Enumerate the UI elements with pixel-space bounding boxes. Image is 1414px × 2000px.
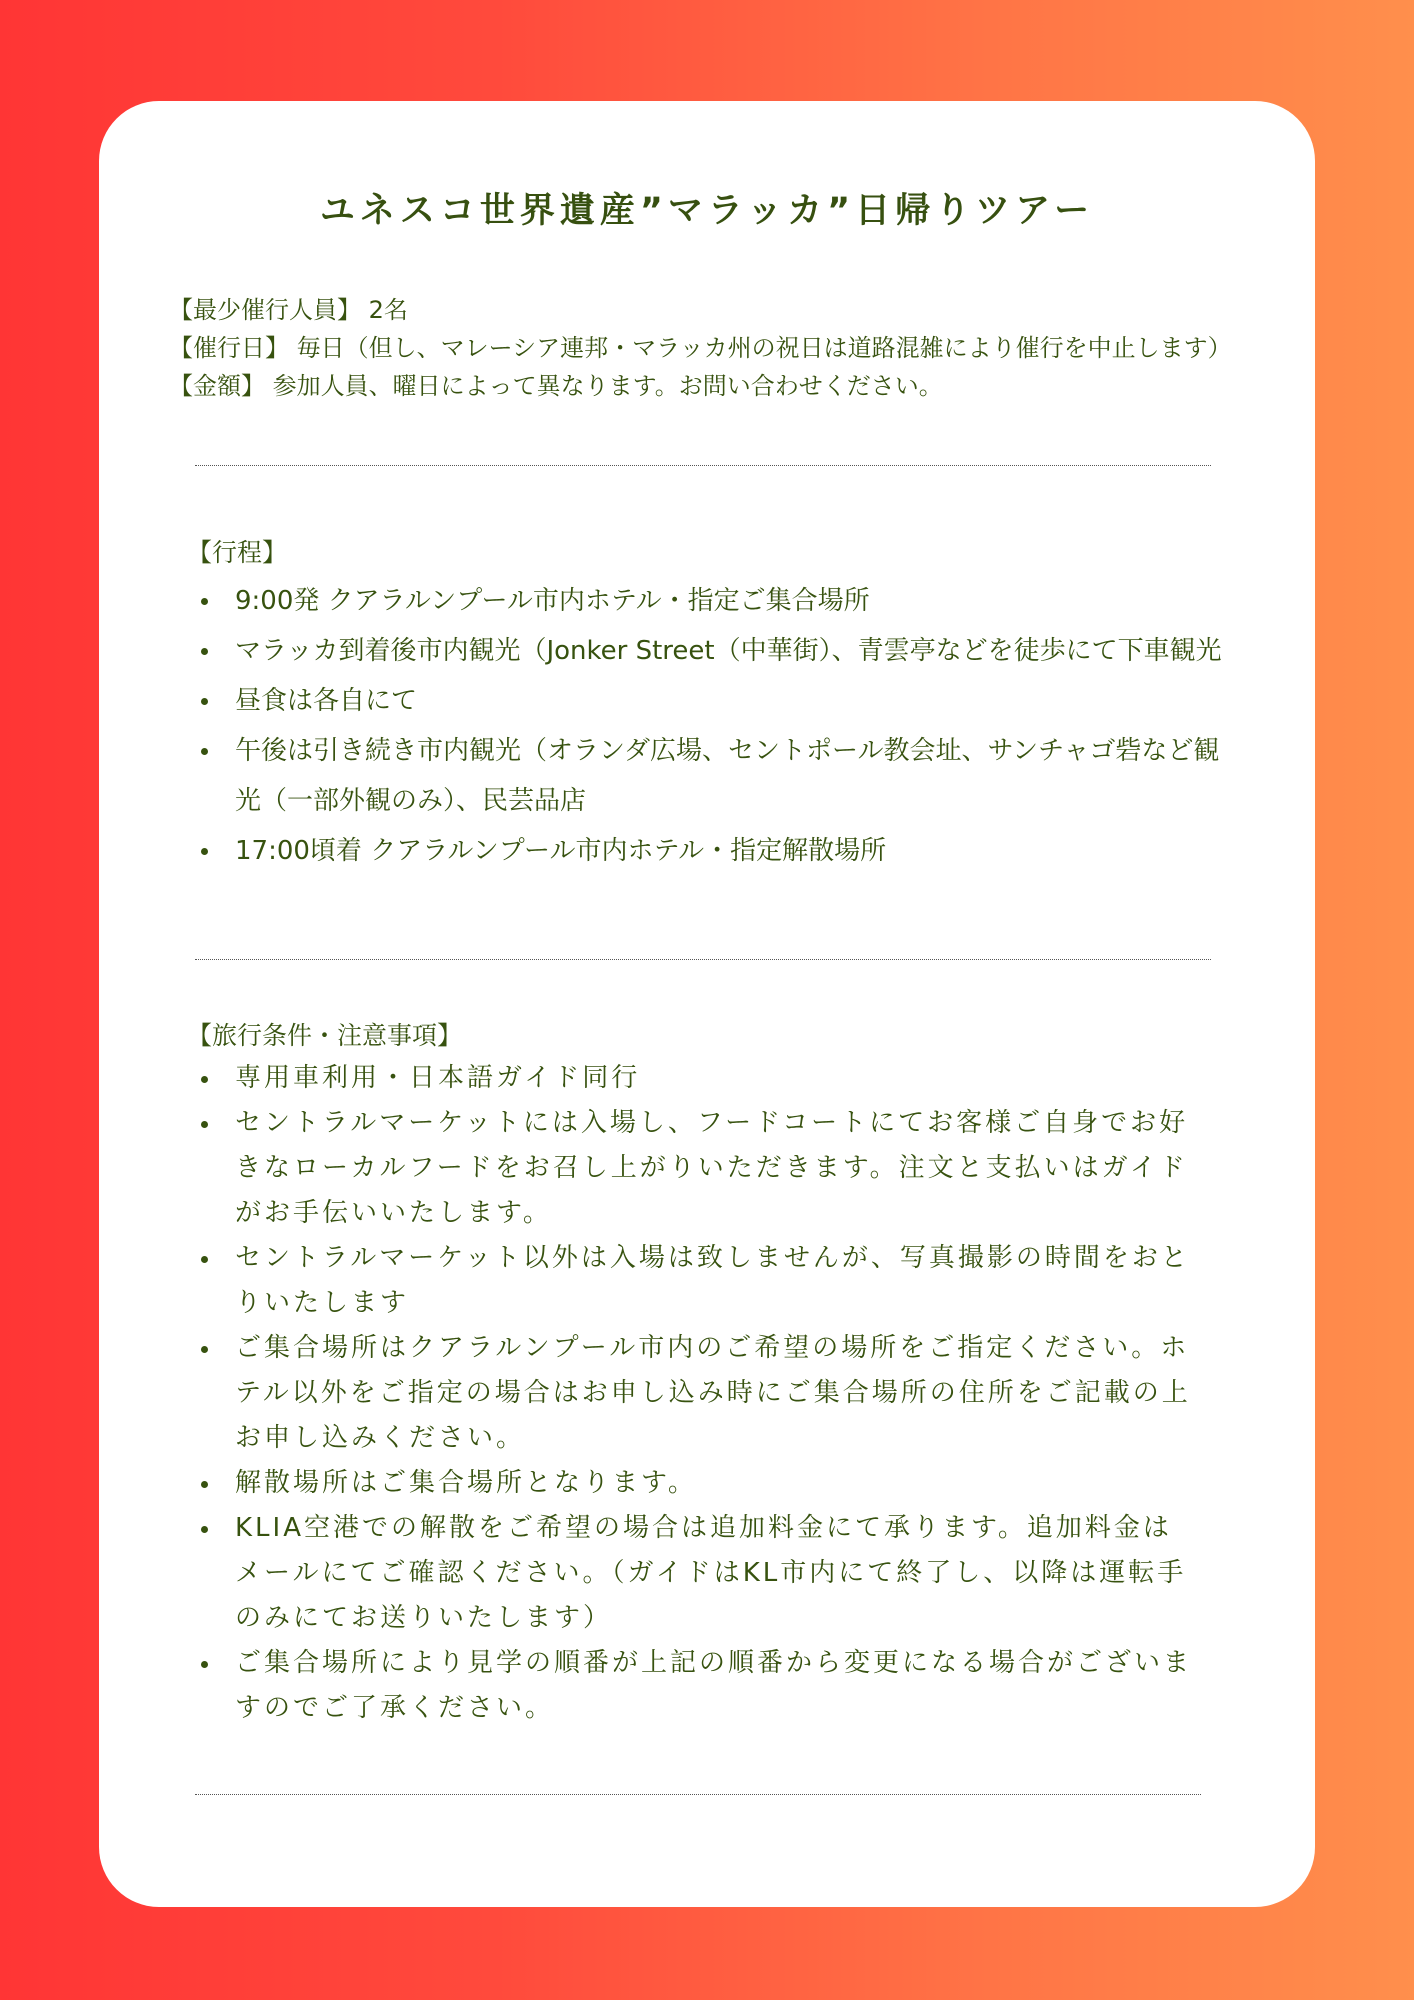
divider (195, 959, 1211, 960)
list-item: 専用車利用・日本語ガイド同行 (195, 1056, 1195, 1101)
list-item: 午後は引き続き市内観光（オランダ広場、セントポール教会址、サンチャゴ砦など観光（一部外観のみ）、民芸品店 (195, 726, 1235, 826)
list-item: ご集合場所はクアラルンプール市内のご希望の場所をご指定ください。ホテル以外をご指定の場合はお申し込み時にご集合場所の住所をご記載の上お申し込みください。 (195, 1326, 1195, 1461)
list-item: セントラルマーケットには入場し、フードコートにてお客様ご自身でお好きなローカルフードをお召し上がりいただきます。注文と支払いはガイドがお手伝いいたします。 (195, 1101, 1195, 1236)
list-item: 17:00頃着 クアラルンプール市内ホテル・指定解散場所 (195, 826, 1285, 876)
list-item: 解散場所はご集合場所となります。 (195, 1461, 1195, 1506)
list-item: ご集合場所により見学の順番が上記の順番から変更になる場合がございますのでご了承ください。 (195, 1641, 1195, 1731)
price: 【金額】 参加人員、曜日によって異なります。お問い合わせください。 (169, 372, 943, 400)
conditions-list (195, 1056, 1195, 1731)
list-item: KLIA空港での解散をご希望の場合は追加料金にて承ります。追加料金はメールにてご確認ください。（ガイドはKL市内にて終了し、以降は運転手のみにてお送りいたします） (195, 1506, 1195, 1641)
list-item: 9:00発 クアラルンプール市内ホテル・指定ご集合場所 (195, 576, 1285, 626)
divider (195, 1794, 1201, 1795)
divider (195, 465, 1211, 466)
itinerary-list (195, 576, 1285, 876)
page-title: ユネスコ世界遺産”マラッカ”日帰りツアー (319, 191, 1095, 231)
itinerary-heading: 【行程】 (187, 538, 288, 567)
tour-info (169, 291, 1232, 405)
conditions-heading: 【旅行条件・注意事項】 (187, 1021, 463, 1050)
list-item: 昼食は各自にて (195, 676, 1285, 726)
list-item: マラッカ到着後市内観光（Jonker Street（中華街）、青雲亭などを徒歩にて下車観光 (195, 626, 1285, 676)
min-participants: 【最少催行人員】 2名 (169, 296, 408, 324)
list-item: セントラルマーケット以外は入場は致しませんが、写真撮影の時間をおとりいたします (195, 1236, 1195, 1326)
tour-card (99, 101, 1315, 1907)
operating-days: 【催行日】 毎日（但し、マレーシア連邦・マラッカ州の祝日は道路混雑により催行を中止します） (169, 334, 1232, 362)
